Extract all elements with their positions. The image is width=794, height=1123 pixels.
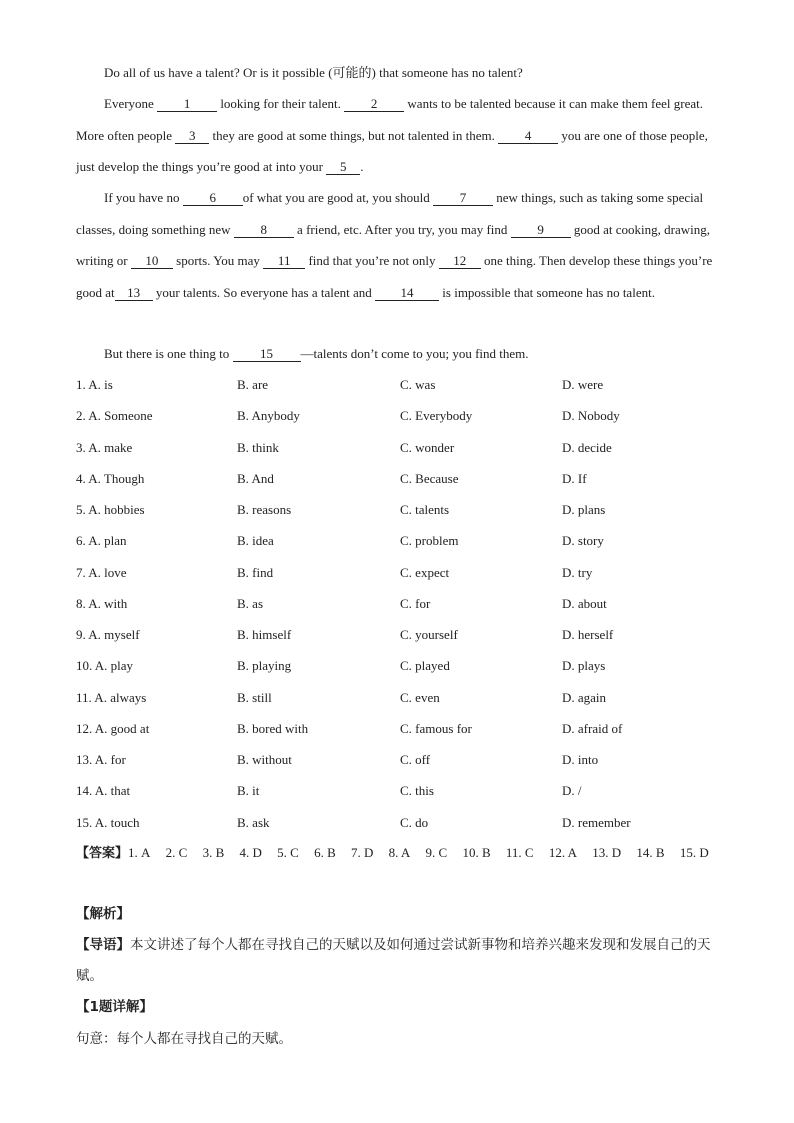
option-d: D. / [562,783,582,799]
option-a: 3. A. make [76,439,133,455]
options-list [76,369,736,838]
option-c: C. famous for [400,720,472,736]
option-row [76,400,736,431]
option-b: B. as [237,595,263,611]
option-a: 10. A. play [76,658,134,674]
guide-label: 【导语】 [76,937,130,953]
answer-items [128,845,721,860]
option-d: D. decide [562,439,612,455]
option-c: C. expect [400,564,450,580]
option-c: C. talents [400,502,450,517]
blank-3: 3 [175,129,209,144]
blank-13: 13 [115,286,153,301]
option-a: 15. A. touch [76,814,140,830]
answer-item: 3. B [202,845,225,860]
answer-item: 8. A [388,845,411,860]
answer-item: 12. A [548,845,578,860]
option-c: C. this [400,783,434,799]
option-d: D. about [562,595,607,611]
option-a: 4. A. Though [76,470,145,486]
option-d: D. story [562,533,604,549]
answer-item: 14. B [636,845,665,860]
passage-paragraph-2: Everyone 1 looking for their talent. 2 wants to be talented because it can make them feel great. More often people 3 they are good at some things, but not talented in them. 4 you are one of those people, just develop the things you’re good at into your 5 . [76,96,708,174]
blank-4: 4 [498,129,558,144]
blank-1: 1 [157,97,217,112]
option-b: B. idea [237,533,274,549]
option-row [76,807,736,838]
option-row [76,744,736,775]
question-1-detail-text: 句意：每个人都在寻找自己的天赋。 [76,1031,292,1047]
option-b: B. himself [237,627,292,642]
option-d: D. remember [562,814,631,830]
option-a: 11. A. always [76,689,147,705]
option-row [76,650,736,681]
passage-paragraph-4: But there is one thing to 15 —talents don’t come to you; you find them. [104,346,529,361]
answer-item: 1. A [128,845,151,860]
question-1-detail-label: 【1题详解】 [76,999,153,1015]
option-row [76,369,736,400]
option-d: D. Nobody [562,408,620,424]
answer-item: 6. B [314,845,336,860]
option-b: B. And [237,470,274,486]
option-d: D. again [562,689,607,705]
option-b: B. without [237,752,292,767]
blank-14: 14 [375,286,439,301]
option-row [76,525,736,556]
blank-9: 9 [511,223,571,238]
option-c: C. do [400,814,429,830]
option-b: B. still [237,689,272,705]
option-row [76,682,736,713]
option-b: B. ask [237,814,270,830]
option-c: C. for [400,595,431,611]
blank-5: 5 [326,160,360,175]
blank-8: 8 [234,223,294,238]
option-c: C. yourself [400,627,458,642]
option-row [76,775,736,806]
option-d: D. were [562,377,604,392]
blank-6: 6 [183,191,243,206]
option-b: B. playing [237,658,292,674]
option-a: 7. A. love [76,564,127,580]
option-a: 12. A. good at [76,720,150,736]
option-c: C. Everybody [400,408,473,424]
option-a: 14. A. that [76,783,131,799]
option-a: 5. A. hobbies [76,502,145,517]
option-d: D. plays [562,658,606,674]
paragraph-text: Do all of us have a talent? Or is it possible (可能的) that someone has no talent? [104,65,523,80]
blank-11: 11 [263,254,305,269]
answer-item: 4. D [239,845,262,860]
passage-paragraph-3: If you have no 6 of what you are good at, you should 7 new things, such as taking some special classes, doing something new 8 a friend, etc. After you try, you may find 9 good at cooking, drawing, writing or 10 sports. You may 11 find that you’re not only 12 one thing. Then develop these things you’re good at 13 your talents. So everyone has a talent and 14 is impossible that someone has no talent. [76,190,713,300]
guide-paragraph [76,930,726,992]
blank-7: 7 [433,191,493,206]
option-b: B. reasons [237,502,292,517]
answer-item: 15. D [679,845,709,860]
passage-paragraph-1 [76,57,722,89]
blank-2: 2 [344,97,404,112]
answer-item: 5. C [277,845,299,860]
option-row [76,557,736,588]
option-d: D. herself [562,627,614,642]
answer-item: 10. B [462,845,491,860]
option-d: D. into [562,752,599,767]
option-b: B. Anybody [237,408,300,424]
option-d: D. afraid of [562,720,623,736]
option-c: C. even [400,689,440,705]
answer-section [76,837,726,869]
option-a: 9. A. myself [76,627,140,642]
option-row [76,619,736,650]
blank-15: 15 [233,347,301,362]
option-b: B. find [237,564,274,580]
answer-item: 2. C [165,845,188,860]
option-a: 8. A. with [76,595,128,611]
option-a: 2. A. Someone [76,408,153,424]
option-c: C. problem [400,533,459,549]
option-b: B. think [237,439,279,455]
option-d: D. plans [562,502,606,517]
option-d: D. try [562,564,593,580]
option-c: C. played [400,658,450,674]
guide-text: 本文讲述了每个人都在寻找自己的天赋以及如何通过尝试新事物和培养兴趣来发现和发展自己的天赋。 [76,937,711,984]
option-c: C. Because [400,470,459,486]
blank-10: 10 [131,254,173,269]
option-row [76,494,736,525]
option-c: C. was [400,377,436,392]
option-row [76,713,736,744]
answer-label: 【答案】 [76,846,129,861]
option-a: 13. A. for [76,752,126,767]
option-c: C. off [400,752,431,767]
analysis-heading: 【解析】 [76,906,130,922]
option-d: D. If [562,470,587,486]
answer-item: 7. D [350,845,374,860]
option-b: B. are [237,377,269,392]
option-row [76,588,736,619]
blank-12: 12 [439,254,481,269]
option-row [76,463,736,494]
answer-item: 11. C [505,845,534,860]
answer-item: 9. C [425,845,448,860]
option-b: B. bored with [237,720,309,736]
option-row [76,432,736,463]
option-b: B. it [237,783,260,799]
option-a: 1. A. is [76,377,113,392]
option-c: C. wonder [400,439,455,455]
answer-item: 13. D [592,845,622,860]
option-a: 6. A. plan [76,533,127,549]
